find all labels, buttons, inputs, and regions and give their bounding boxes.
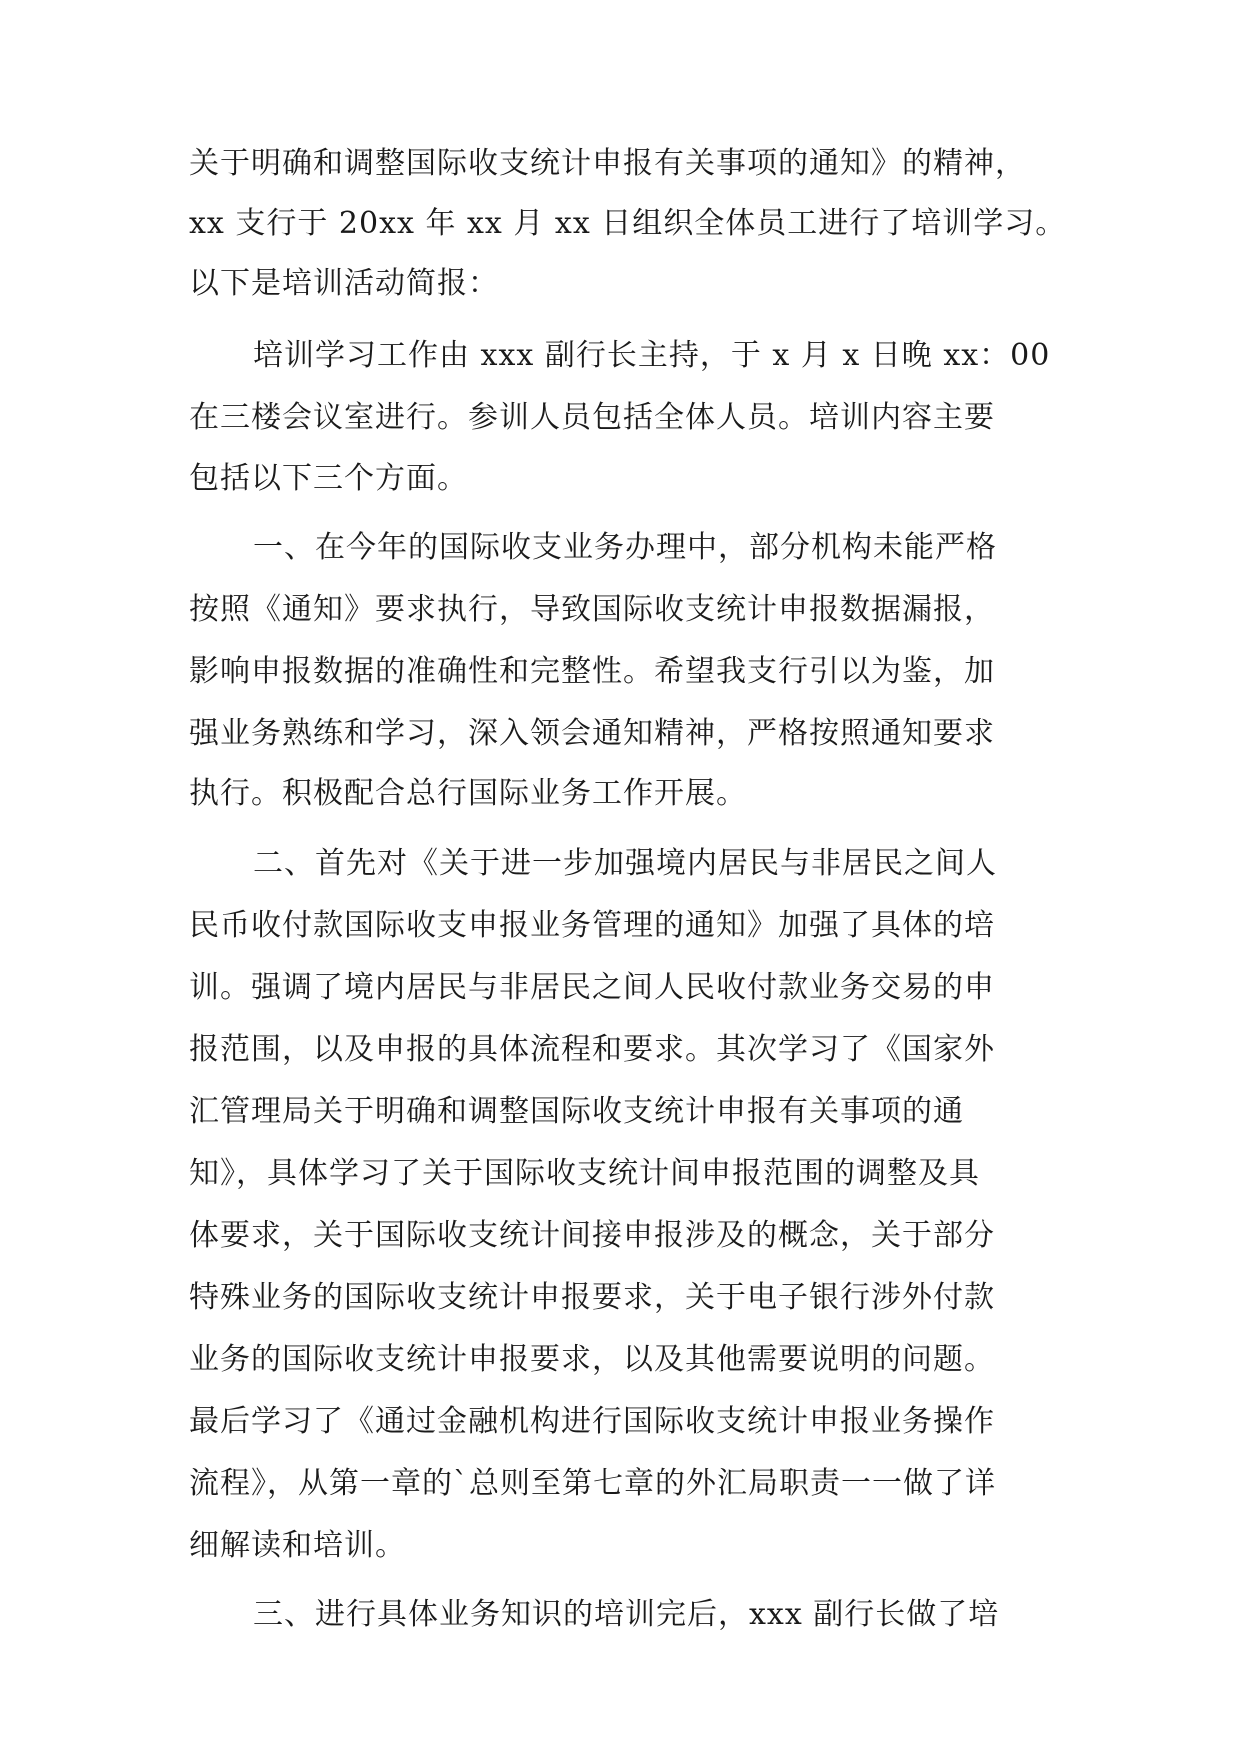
paragraph-start-line: 三、进行具体业务知识的培训完后，xxx 副行长做了培 (253, 1597, 1000, 1632)
text-line: 在三楼会议室进行。参训人员包括全体人员。培训内容主要 (189, 400, 995, 435)
text-line: 包括以下三个方面。 (189, 461, 468, 496)
text-line: 汇管理局关于明确和调整国际收支统计申报有关事项的通 (189, 1094, 964, 1129)
text-line: 细解读和培训。 (189, 1528, 406, 1563)
text-line: 关于明确和调整国际收支统计申报有关事项的通知》的精神， (189, 146, 1026, 181)
text-line: 报范围，以及申报的具体流程和要求。其次学习了《国家外 (189, 1032, 995, 1067)
paragraph-start-line: 二、首先对《关于进一步加强境内居民与非居民之间人 (253, 846, 997, 881)
text-line: 体要求，关于国际收支统计间接申报涉及的概念，关于部分 (189, 1218, 995, 1253)
text-line: 特殊业务的国际收支统计申报要求，关于电子银行涉外付款 (189, 1280, 995, 1315)
text-line: 强业务熟练和学习，深入领会通知精神，严格按照通知要求 (189, 716, 995, 751)
text-line: 业务的国际收支统计申报要求，以及其他需要说明的问题。 (189, 1342, 995, 1377)
text-line: 影响申报数据的准确性和完整性。希望我支行引以为鉴，加 (189, 654, 995, 689)
text-line: 执行。积极配合总行国际业务工作开展。 (189, 776, 747, 811)
text-line: xx 支行于 20xx 年 xx 月 xx 日组织全体员工进行了培训学习。 (189, 206, 1067, 241)
text-line: 知》，具体学习了关于国际收支统计间申报范围的调整及具 (189, 1156, 980, 1191)
paragraph-start-line: 一、在今年的国际收支业务办理中，部分机构未能严格 (253, 530, 997, 565)
text-line: 以下是培训活动简报： (189, 266, 499, 301)
text-line: 民币收付款国际收支申报业务管理的通知》加强了具体的培 (189, 908, 995, 943)
text-line: 最后学习了《通过金融机构进行国际收支统计申报业务操作 (189, 1404, 995, 1439)
text-line: 流程》，从第一章的`总则至第七章的外汇局职责一一做了详 (189, 1466, 996, 1501)
paragraph-start-line: 培训学习工作由 xxx 副行长主持，于 x 月 x 日晚 xx：00 (253, 338, 1051, 373)
text-line: 按照《通知》要求执行，导致国际收支统计申报数据漏报， (189, 592, 995, 627)
text-line: 训。强调了境内居民与非居民之间人民收付款业务交易的申 (189, 970, 995, 1005)
